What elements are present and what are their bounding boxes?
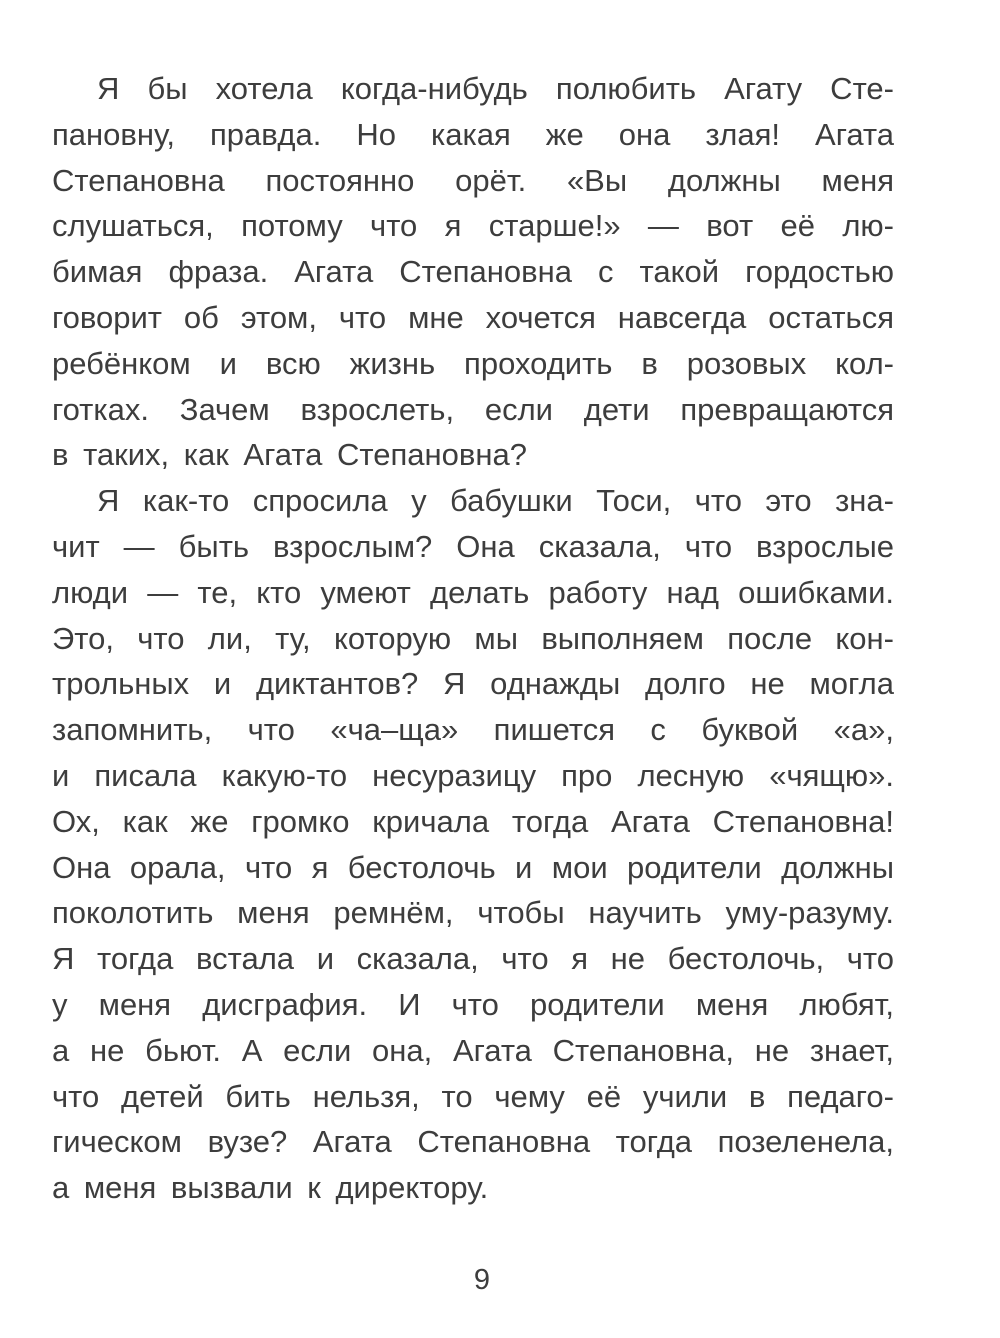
paragraph-1: [52, 66, 894, 478]
text-line: и писала какую-то несуразицу про лесную «чящю».: [52, 757, 894, 793]
text-line: в таких, как Агата Степановна?: [52, 437, 527, 473]
text-line: Степановна постоянно орёт. «Вы должны меня: [52, 162, 894, 198]
text-line: люди — те, кто умеют делать работу над ошибками.: [52, 574, 894, 610]
text-line: у меня дисграфия. И что родители меня любят,: [52, 986, 894, 1022]
text-line: готках. Зачем взрослеть, если дети превращаются: [52, 391, 894, 427]
text-line: Ох, как же громко кричала тогда Агата Степановна!: [52, 803, 894, 839]
text-line: гическом вузе? Агата Степановна тогда позеленела,: [52, 1124, 894, 1160]
text-line: поколотить меня ремнём, чтобы научить уму-разуму.: [52, 895, 894, 931]
text-line: Это, что ли, ту, которую мы выполняем после кон-: [52, 620, 894, 656]
text-line: Она орала, что я бестолочь и мои родители должны: [52, 849, 894, 885]
text-line: бимая фраза. Агата Степановна с такой гордостью: [52, 254, 894, 290]
text-line: говорит об этом, что мне хочется навсегда остаться: [52, 299, 894, 335]
text-line: Я как-то спросила у бабушки Тоси, что это зна-: [97, 483, 894, 519]
text-line: Я бы хотела когда-нибудь полюбить Агату Сте-: [97, 71, 894, 106]
text-line: ребёнком и всю жизнь проходить в розовых кол-: [52, 345, 894, 381]
text-line: а не бьют. А если она, Агата Степановна, не знает,: [52, 1032, 894, 1068]
text-line: что детей бить нельзя, то чему её учили в педаго-: [52, 1078, 894, 1114]
text-line: слушаться, потому что я старше!» — вот её лю-: [52, 208, 894, 244]
text-line: трольных и диктантов? Я однажды долго не могла: [52, 666, 894, 702]
text-line: чит — быть взрослым? Она сказала, что взрослые: [52, 528, 894, 564]
page-body: [52, 66, 894, 1211]
text-line: а меня вызвали к директору.: [52, 1170, 489, 1206]
text-line: запомнить, что «ча–ща» пишется с буквой «а»,: [52, 712, 894, 748]
text-line: пановну, правда. Но какая же она злая! Агата: [52, 116, 894, 152]
page-number: 9: [473, 1264, 491, 1296]
paragraph-2: [52, 478, 894, 1211]
text-line: Я тогда встала и сказала, что я не бестолочь, что: [52, 941, 894, 977]
